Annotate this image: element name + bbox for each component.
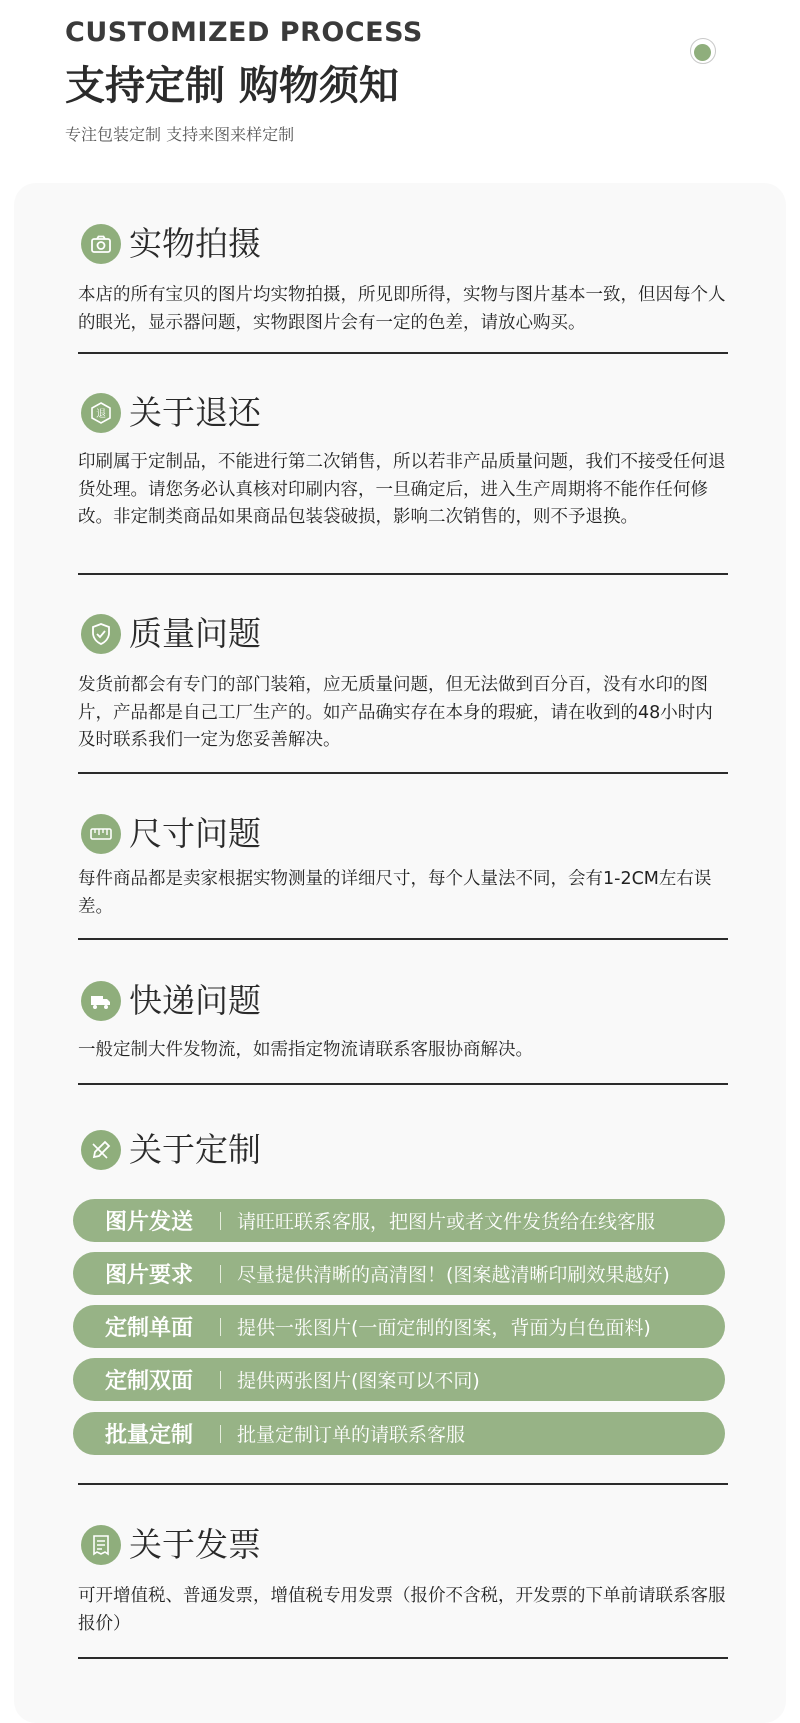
custom-item-key: 批量定制 [105,1423,194,1448]
page-subtitle: 专注包装定制 支持来图来样定制 [65,125,295,144]
custom-item-value: 批量定制订单的请联系客服 [237,1424,466,1446]
custom-item-value: 尽量提供清晰的高清图！(图案越清晰印刷效果越好) [237,1264,670,1286]
divider [78,1483,728,1485]
section-title: 实物拍摄 [129,224,261,263]
section-title: 关于发票 [129,1525,261,1564]
section-title: 关于退还 [129,393,261,432]
section-text: 印刷属于定制品，不能进行第二次销售，所以若非产品质量问题，我们不接受任何退货处理。请您务必认真核对印刷内容，一旦确定后，进入生产周期将不能作任何修改。非定制类商品如果商品包装袋破损，影响二次销售的，则不予退换。 [78,452,726,527]
custom-item-pill [73,1199,725,1242]
ruler-icon [81,814,121,854]
section-title: 尺寸问题 [129,814,261,853]
custom-item-key: 图片要求 [105,1263,194,1288]
section-title: 关于定制 [129,1130,261,1169]
truck-icon [81,981,121,1021]
section-photo [78,222,728,337]
svg-text:退: 退 [96,409,106,420]
custom-item-key: 定制单面 [105,1316,194,1341]
section-text: 发货前都会有专门的部门装箱，应无质量问题，但无法做到百分百，没有水印的图片，产品都是自己工厂生产的。如产品确实存在本身的瑕疵，请在收到的48小时内及时联系我们一定为您妥善解决。 [78,675,713,750]
section-customize [78,1128,728,1172]
divider [78,1657,728,1659]
custom-item-key: 定制双面 [105,1369,194,1394]
divider [78,1083,728,1085]
custom-item-pill [73,1412,725,1455]
divider [78,352,728,354]
section-text: 每件商品都是卖家根据实物测量的详细尺寸，每个人量法不同，会有1-2CM左右误差。 [78,869,712,917]
section-text: 可开增值税、普通发票，增值税专用发票（报价不含税，开发票的下单前请联系客服报价） [78,1586,726,1634]
header [65,14,765,146]
section-title: 质量问题 [129,614,261,653]
section-title: 快递问题 [129,981,261,1020]
custom-item-value: 提供两张图片(图案可以不同) [237,1370,480,1392]
pill-separator [220,1425,221,1443]
return-icon [81,393,121,433]
section-text: 一般定制大件发物流，如需指定物流请联系客服协商解决。 [78,1040,533,1060]
camera-icon [81,224,121,264]
page-title: 支持定制 购物须知 [65,63,399,109]
section-invoice [78,1523,728,1638]
divider [78,938,728,940]
pill-separator [220,1371,221,1389]
pencil-icon [81,1130,121,1170]
decorative-dot-icon [690,38,716,64]
divider [78,772,728,774]
custom-item-pill [73,1358,725,1401]
section-quality [78,612,728,755]
section-text: 本店的所有宝贝的图片均实物拍摄，所见即所得，实物与图片基本一致，但因每个人的眼光，显示器问题，实物跟图片会有一定的色差，请放心购买。 [78,285,726,333]
custom-item-pill [73,1305,725,1348]
pill-separator [220,1318,221,1336]
custom-item-pill [73,1252,725,1295]
section-delivery [78,979,728,1065]
custom-item-value: 请旺旺联系客服，把图片或者文件发货给在线客服 [237,1211,656,1233]
custom-item-value: 提供一张图片(一面定制的图案，背面为白色面料) [237,1317,651,1339]
section-return [78,391,728,532]
shield-check-icon [81,614,121,654]
section-size [78,812,728,921]
pill-separator [220,1265,221,1283]
english-title: CUSTOMIZED PROCESS [65,17,423,48]
divider [78,573,728,575]
invoice-icon [81,1525,121,1565]
pill-separator [220,1212,221,1230]
custom-item-key: 图片发送 [105,1210,194,1235]
